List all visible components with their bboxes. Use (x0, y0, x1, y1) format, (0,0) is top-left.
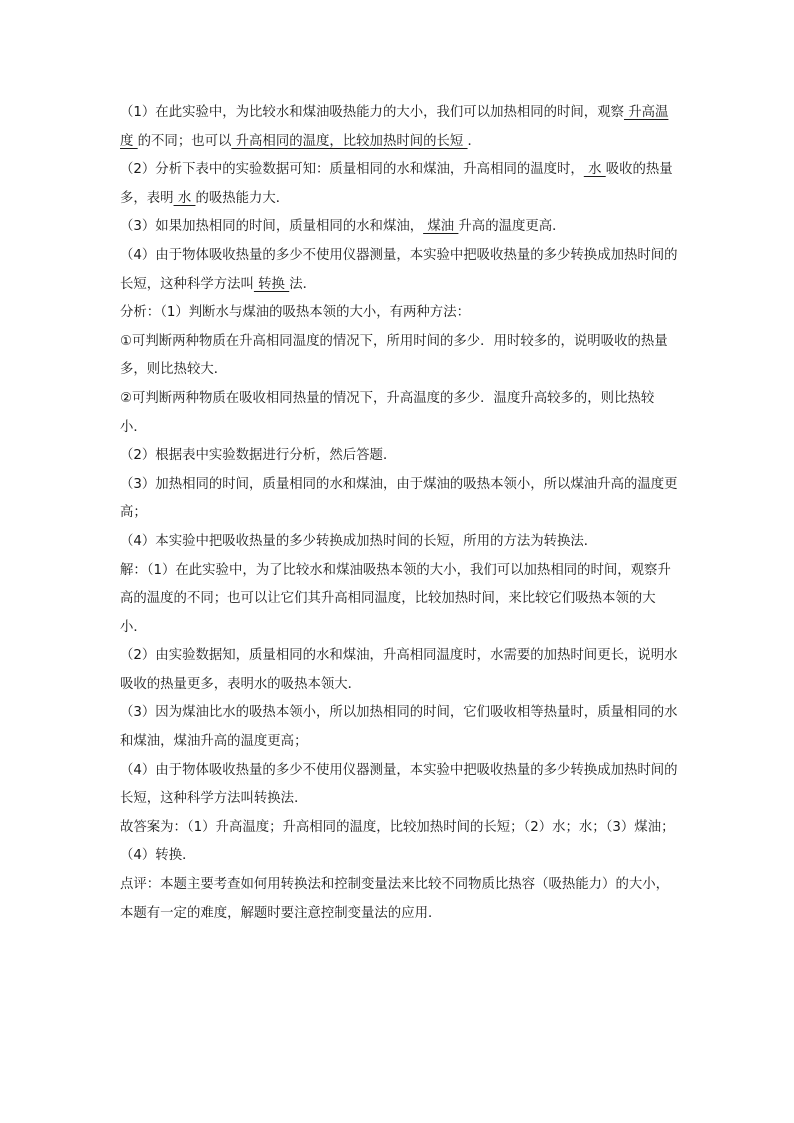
analysis-method-1: ①可判断两种物质在升高相同温度的情况下，所用时间的多少．用时较多的，说明吸收的热量多，则比热较大． (120, 333, 668, 378)
analysis-point-2: （2）根据表中实验数据进行分析，然后答题． (120, 448, 397, 464)
analysis-method-2: ②可判断两种物质在吸收相同热量的情况下，升高温度的多少．温度升高较多的，则比热较小． (120, 390, 655, 435)
question-2-middle: 吸收的热量多，表明 (120, 162, 673, 206)
question-1-blank-1: 升高温度 (120, 105, 669, 149)
analysis-point-3: （3）加热相同的时间，质量相同的水和煤油，由于煤油的吸热本领小，所以煤油升高的温度更高； (120, 476, 678, 521)
solution-3: （3）因为煤油比水的吸热本领小，所以加热相同的时间，它们吸收相等热量时，质量相同的水和煤油，煤油升高的温度更高； (120, 705, 678, 750)
question-1 (120, 99, 680, 156)
question-1-middle: 的不同；也可以 (137, 133, 232, 149)
question-3-prefix: （3）如果加热相同的时间，质量相同的水和煤油， (120, 219, 424, 235)
comment: 点评：本题主要考查如何用转换法和控制变量法来比较不同物质比热容（吸热能力）的大小，本题有一定的难度，解题时要注意控制变量法的应用． (120, 877, 670, 921)
question-3-suffix: 升高的温度更高． (458, 219, 566, 235)
question-2-suffix: 的吸热能力大． (195, 190, 290, 206)
solution-2: （2）由实验数据知，质量相同的水和煤油，升高相同温度时，水需要的加热时间更长，说明水吸收的热量更多，表明水的吸热本领大． (120, 648, 678, 692)
analysis-title: 分析：（1）判断水与煤油的吸热本领的大小，有两种方法： (120, 305, 470, 321)
question-3 (120, 213, 680, 242)
solution-4: （4）由于物体吸收热量的多少不使用仪器测量，本实验中把吸收热量的多少转换成加热时间的长短，这种科学方法叫转换法． (120, 762, 678, 807)
question-2 (120, 156, 680, 213)
question-1-suffix: ． (467, 133, 481, 149)
final-answer: 故答案为：（1）升高温度；升高相同的温度，比较加热时间的长短；（2）水；水；（3）煤油；（4）转换． (120, 819, 675, 864)
question-2-prefix: （2）分析下表中的实验数据可知：质量相同的水和煤油，升高相同的温度时， (120, 162, 584, 178)
question-4-blank-1: 转换 (253, 276, 290, 292)
analysis-point-4: （4）本实验中把吸收热量的多少转换成加热时间的长短，所用的方法为转换法． (120, 533, 598, 549)
question-4 (120, 242, 680, 299)
question-4-prefix: （4）由于物体吸收热量的多少不使用仪器测量，本实验中把吸收热量的多少转换成加热时间的长短，这种科学方法叫 (120, 247, 678, 292)
question-1-prefix: （1）在此实验中，为比较水和煤油吸热能力的大小，我们可以加热相同的时间，观察 (120, 105, 624, 120)
document-body (120, 99, 680, 928)
question-2-blank-2: 水 (173, 190, 196, 206)
question-3-blank-1: 煤油 (423, 219, 459, 235)
solution-1: 解：（1）在此实验中，为了比较水和煤油吸热本领的大小，我们可以加热相同的时间，观察升高的温度的不同；也可以让它们其升高相同温度，比较加热时间，来比较它们吸热本领的大小． (120, 562, 671, 635)
question-4-suffix: 法． (289, 276, 316, 292)
question-2-blank-1: 水 (583, 162, 606, 178)
question-1-blank-2: 升高相同的温度，比较加热时间的长短 (231, 133, 468, 149)
